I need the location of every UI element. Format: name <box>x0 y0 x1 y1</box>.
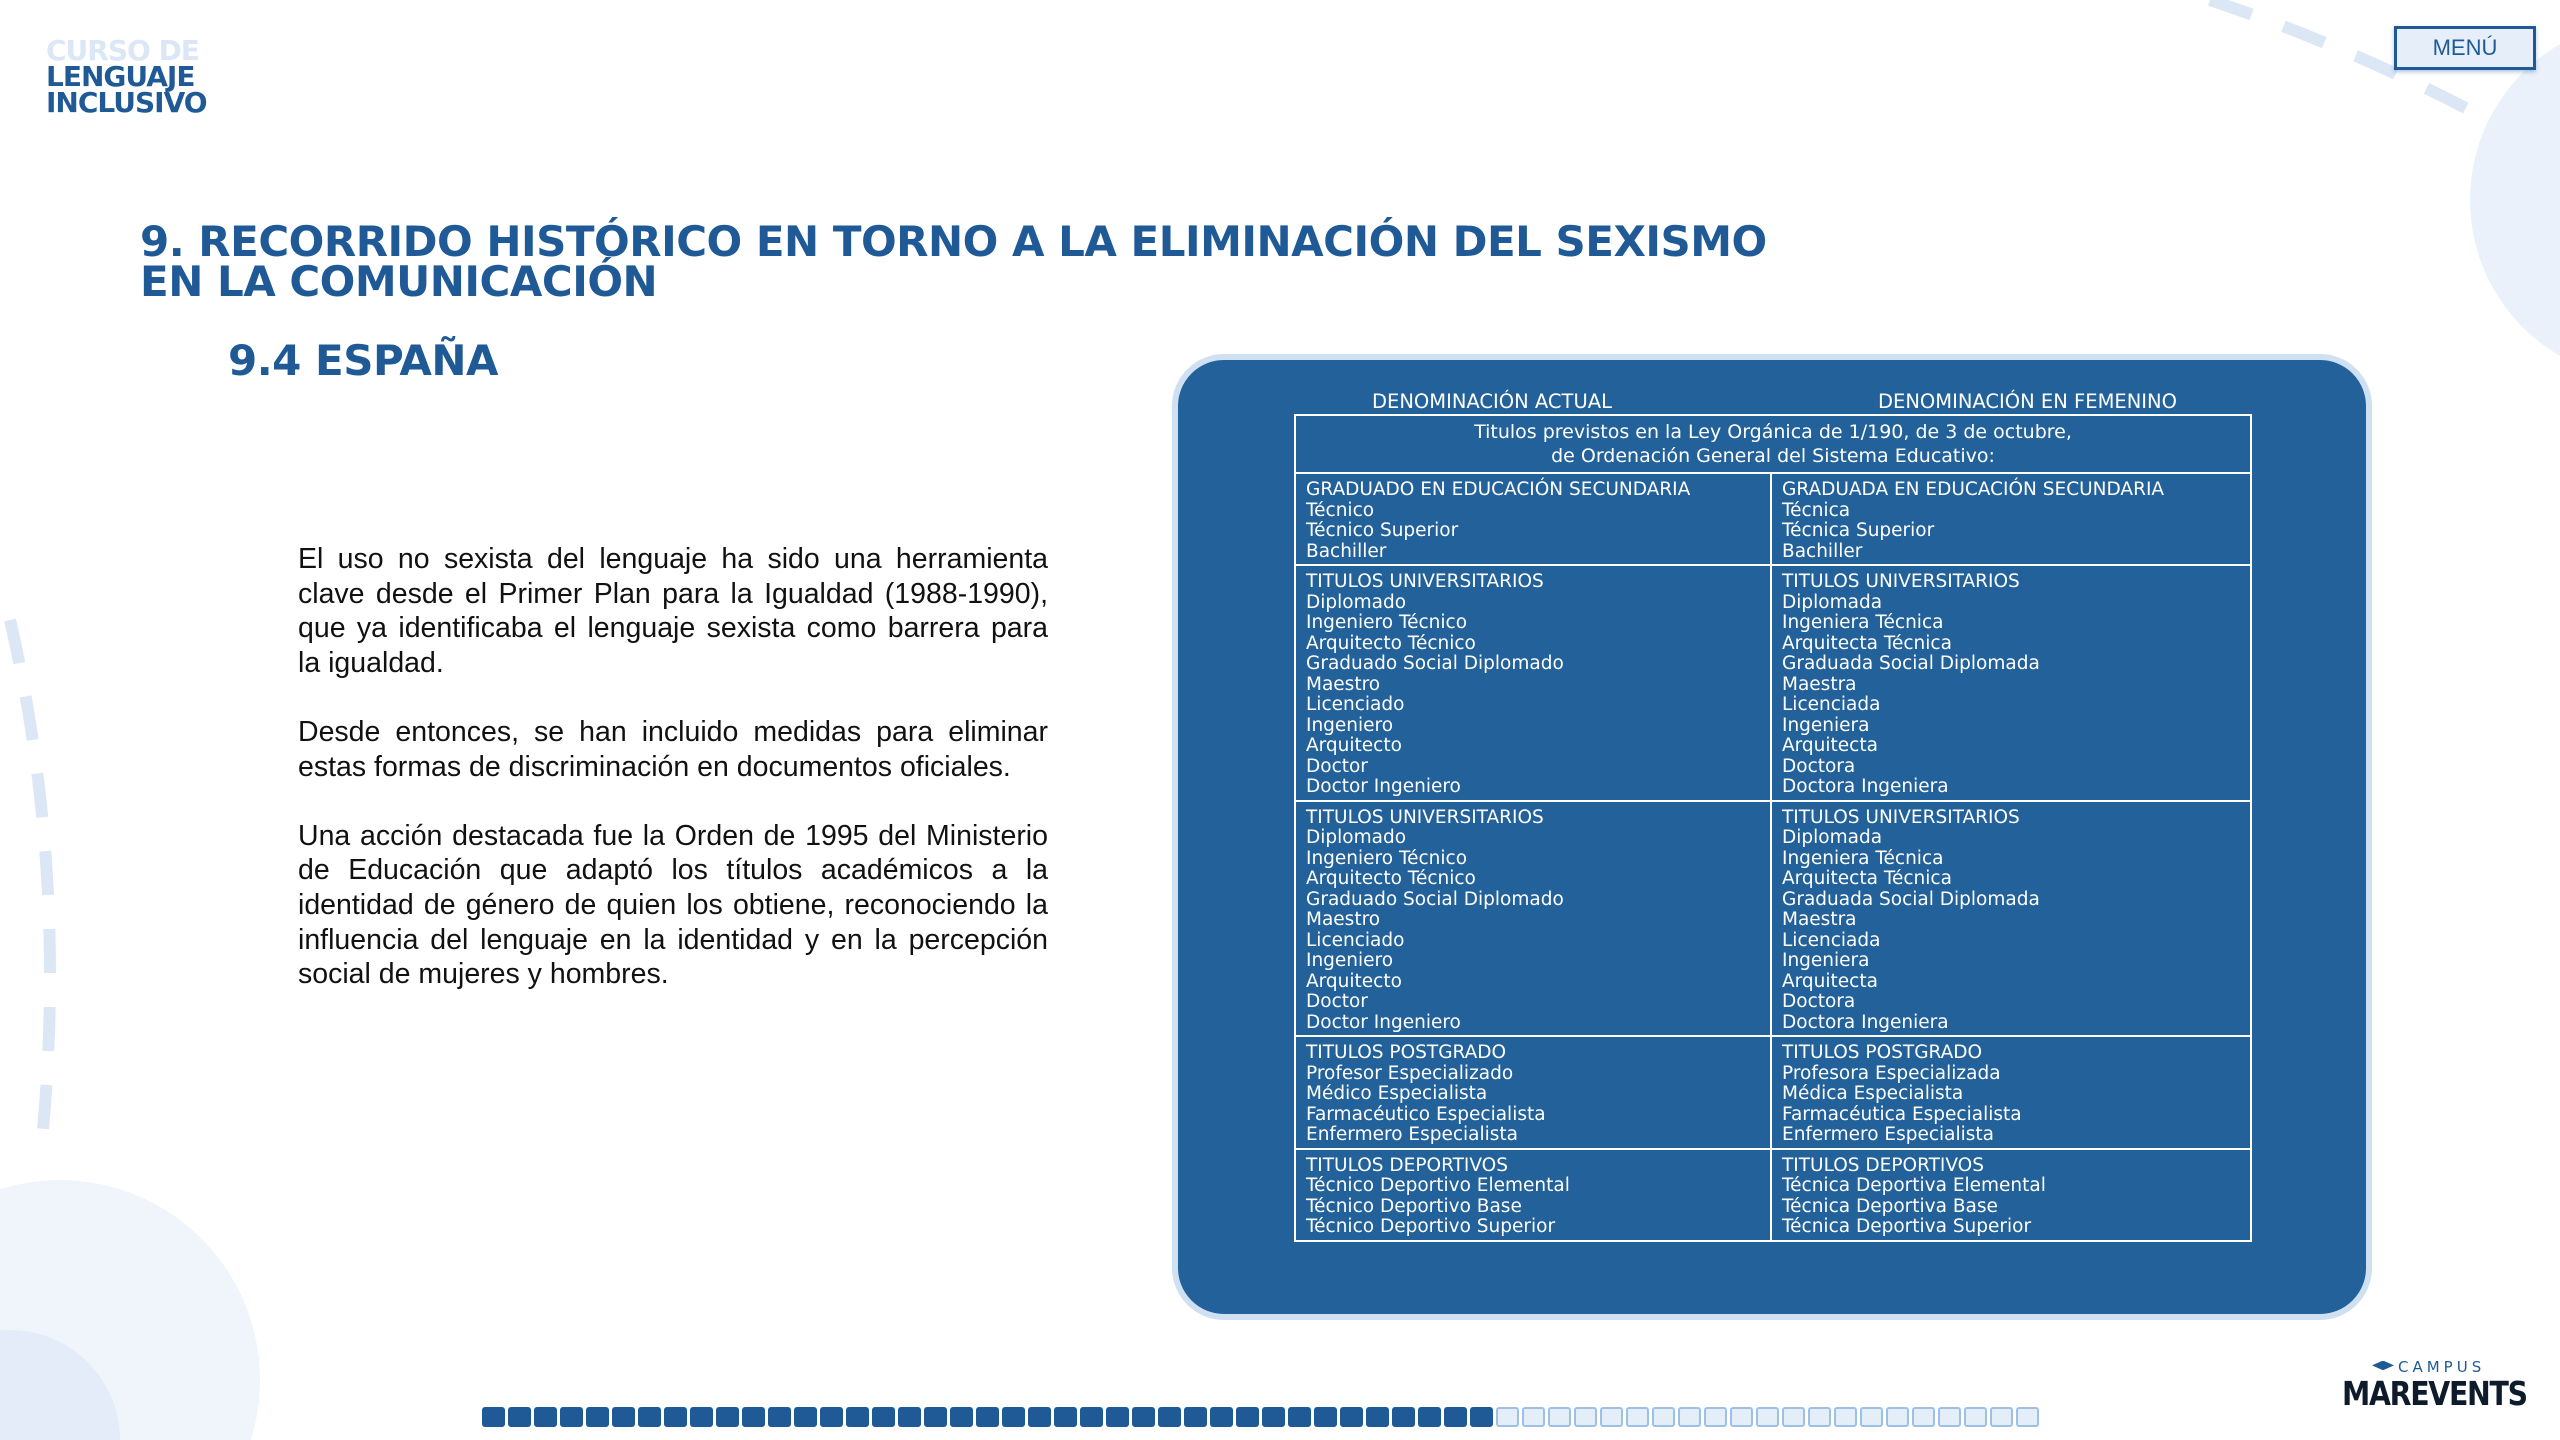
progress-segment[interactable] <box>638 1407 661 1427</box>
course-title <box>46 34 207 119</box>
page-title-line-1: 9. RECORRIDO HISTÓRICO EN TORNO A LA ELIMINACIÓN DEL SEXISMO <box>140 217 1767 266</box>
cell-title-item: Enfermero Especialista <box>1306 1124 1519 1145</box>
cell-current-title <box>1295 801 1771 1037</box>
progress-segment[interactable] <box>612 1407 635 1427</box>
progress-segment[interactable] <box>1106 1407 1129 1427</box>
progress-segment[interactable] <box>1054 1407 1077 1427</box>
body-paragraph: Una acción destacada fue la Orden de 1995 del Ministerio de Educación que adaptó los títulos académicos a la identidad de género de quien los obtiene, reconociendo la influencia del lenguaje en la identidad y en la percepción social de mujeres y hombres. <box>298 819 1048 991</box>
logo-campus-label: CAMPUS <box>2398 1358 2486 1376</box>
progress-segment[interactable] <box>1808 1407 1831 1427</box>
cell-title-item: Ingeniera <box>1782 950 1870 971</box>
cell-heading: GRADUADA EN EDUCACIÓN SECUNDARIA <box>1782 479 2165 500</box>
cell-title-item: Bachiller <box>1782 540 1863 562</box>
progress-segment[interactable] <box>1626 1407 1649 1427</box>
progress-segment[interactable] <box>1080 1407 1103 1427</box>
progress-segment[interactable] <box>1288 1407 1311 1427</box>
cell-heading: TITULOS UNIVERSITARIOS <box>1782 571 2020 592</box>
cell-heading: TITULOS POSTGRADO <box>1782 1042 1983 1063</box>
page-title <box>140 217 2160 306</box>
cell-title-item: Maestro <box>1306 673 1381 695</box>
progress-segment[interactable] <box>1184 1407 1207 1427</box>
table-caption-line-2: de Ordenación General del Sistema Educativo: <box>1551 445 1995 467</box>
cell-title-item: Ingeniera Técnica <box>1782 847 1944 869</box>
progress-segment[interactable] <box>1756 1407 1779 1427</box>
progress-segment[interactable] <box>976 1407 999 1427</box>
cell-title-item: Doctor Ingeniero <box>1306 776 1461 797</box>
cell-title-item: Graduado Social Diplomado <box>1306 888 1564 910</box>
progress-segment[interactable] <box>1990 1407 2013 1427</box>
progress-segment[interactable] <box>846 1407 869 1427</box>
cell-title-item: Graduada Social Diplomada <box>1782 653 2040 674</box>
section-subtitle: 9.4 ESPAÑA <box>228 336 499 385</box>
progress-segment[interactable] <box>1028 1407 1051 1427</box>
table-row <box>1295 1149 2251 1241</box>
cell-title-item: Ingeniera Técnica <box>1782 612 1944 633</box>
cell-title-item: Arquitecto Técnico <box>1306 632 1476 654</box>
cell-title-item: Doctor <box>1306 991 1368 1012</box>
cell-title-item: Profesor Especializado <box>1306 1062 1514 1084</box>
column-header-feminine: DENOMINACIÓN EN FEMENINO <box>1878 390 2177 413</box>
progress-segment[interactable] <box>1470 1407 1493 1427</box>
progress-segment[interactable] <box>1496 1407 1519 1427</box>
cell-title-item: Técnica <box>1782 499 1851 521</box>
cell-heading: GRADUADO EN EDUCACIÓN SECUNDARIA <box>1306 479 1691 500</box>
progress-segment[interactable] <box>1704 1407 1727 1427</box>
cell-title-item: Técnica Deportiva Superior <box>1782 1216 2032 1237</box>
left-dash-arc <box>10 620 50 1160</box>
cell-title-item: Técnica Deportiva Elemental <box>1782 1175 2046 1196</box>
table-row <box>1295 1036 2251 1149</box>
progress-segment[interactable] <box>1522 1407 1545 1427</box>
table-row <box>1295 565 2251 801</box>
cell-title-item: Arquitecta <box>1782 735 1878 756</box>
cell-title-item: Licenciada <box>1782 929 1881 951</box>
cell-current-title <box>1295 1036 1771 1149</box>
cell-title-item: Graduada Social Diplomada <box>1782 888 2040 910</box>
cell-title-item: Técnico <box>1306 499 1375 521</box>
cell-title-item: Doctora Ingeniera <box>1782 776 1949 797</box>
menu-button[interactable]: MENÚ <box>2394 26 2536 70</box>
cell-title-item: Maestra <box>1782 673 1857 695</box>
cell-current-title <box>1295 473 1771 565</box>
progress-segment[interactable] <box>1860 1407 1883 1427</box>
progress-segment[interactable] <box>534 1407 557 1427</box>
cell-title-item: Maestro <box>1306 909 1381 930</box>
table-caption <box>1295 415 2251 473</box>
cell-title-item: Técnica Deportiva Base <box>1782 1195 1998 1217</box>
cell-title-item: Doctora <box>1782 755 1856 777</box>
cell-feminine-title <box>1771 1149 2251 1241</box>
progress-segment[interactable] <box>1210 1407 1233 1427</box>
cell-heading: TITULOS UNIVERSITARIOS <box>1306 571 1544 592</box>
cell-title-item: Farmacéutica Especialista <box>1782 1103 2022 1125</box>
progress-segment[interactable] <box>872 1407 895 1427</box>
cell-heading: TITULOS DEPORTIVOS <box>1306 1154 1508 1176</box>
cell-title-item: Arquitecta Técnica <box>1782 868 1952 889</box>
progress-segment[interactable] <box>1912 1407 1935 1427</box>
progress-segment[interactable] <box>1262 1407 1285 1427</box>
progress-segment[interactable] <box>1002 1407 1025 1427</box>
progress-segment[interactable] <box>2016 1407 2039 1427</box>
progress-segment[interactable] <box>742 1407 765 1427</box>
cell-feminine-title <box>1771 801 2251 1037</box>
cell-heading: TITULOS POSTGRADO <box>1306 1042 1507 1063</box>
cell-heading: TITULOS UNIVERSITARIOS <box>1782 806 2020 828</box>
cell-title-item: Profesora Especializada <box>1782 1062 2001 1084</box>
progress-segment[interactable] <box>1444 1407 1467 1427</box>
cell-title-item: Médica Especialista <box>1782 1083 1964 1104</box>
column-header-current: DENOMINACIÓN ACTUAL <box>1372 390 1612 413</box>
cell-title-item: Diplomada <box>1782 827 1883 848</box>
cell-title-item: Maestra <box>1782 909 1857 930</box>
progress-segment[interactable] <box>924 1407 947 1427</box>
course-title-line-3: INCLUSIVO <box>46 86 207 119</box>
cell-heading: TITULOS UNIVERSITARIOS <box>1306 806 1544 828</box>
cell-title-item: Técnica Superior <box>1782 520 1935 541</box>
cell-title-item: Farmacéutico Especialista <box>1306 1103 1546 1125</box>
course-title-line-1: CURSO DE <box>46 34 199 67</box>
titles-table <box>1294 414 2252 1242</box>
progress-segment[interactable] <box>1886 1407 1909 1427</box>
cell-title-item: Diplomado <box>1306 827 1407 848</box>
progress-segment[interactable] <box>716 1407 739 1427</box>
cell-title-item: Ingeniero Técnico <box>1306 612 1468 633</box>
cell-title-item: Enfermero Especialista <box>1782 1124 1995 1145</box>
progress-segment[interactable] <box>1418 1407 1441 1427</box>
progress-segment[interactable] <box>690 1407 713 1427</box>
cell-title-item: Técnico Deportivo Superior <box>1306 1216 1556 1237</box>
progress-segment[interactable] <box>560 1407 583 1427</box>
cell-title-item: Licenciado <box>1306 929 1405 951</box>
logo: MAREVENTS <box>2342 1374 2527 1413</box>
cell-title-item: Técnico Superior <box>1306 520 1459 541</box>
table-caption-row <box>1295 415 2251 473</box>
cell-feminine-title <box>1771 1036 2251 1149</box>
progress-segment[interactable] <box>664 1407 687 1427</box>
cell-title-item: Licenciada <box>1782 694 1881 715</box>
cell-title-item: Ingeniera <box>1782 714 1870 736</box>
cell-title-item: Doctor <box>1306 755 1368 777</box>
progress-segment[interactable] <box>1678 1407 1701 1427</box>
cell-title-item: Doctora Ingeniera <box>1782 1011 1949 1033</box>
cell-current-title <box>1295 1149 1771 1241</box>
cell-current-title <box>1295 565 1771 801</box>
table-caption-line-1: Titulos previstos en la Ley Orgánica de 1/190, de 3 de octubre, <box>1474 421 2072 443</box>
cell-heading: TITULOS DEPORTIVOS <box>1782 1154 1984 1176</box>
table-row <box>1295 801 2251 1037</box>
progress-segment[interactable] <box>898 1407 921 1427</box>
progress-segment[interactable] <box>1158 1407 1181 1427</box>
progress-segment[interactable] <box>586 1407 609 1427</box>
cell-title-item: Licenciado <box>1306 694 1405 715</box>
graduation-cap-icon <box>2372 1361 2394 1375</box>
progress-segment[interactable] <box>1366 1407 1389 1427</box>
cell-title-item: Técnico Deportivo Elemental <box>1306 1175 1570 1196</box>
progress-segment[interactable] <box>508 1407 531 1427</box>
cell-title-item: Ingeniero <box>1306 950 1394 971</box>
cell-title-item: Arquitecta Técnica <box>1782 632 1952 654</box>
cell-title-item: Arquitecto <box>1306 735 1402 756</box>
progress-segment[interactable] <box>1392 1407 1415 1427</box>
cell-feminine-title <box>1771 473 2251 565</box>
cell-feminine-title <box>1771 565 2251 801</box>
progress-segment[interactable] <box>1730 1407 1753 1427</box>
body-paragraph: Desde entonces, se han incluido medidas para eliminar estas formas de discriminación en documentos oficiales. <box>298 715 1048 783</box>
progress-segment[interactable] <box>1652 1407 1675 1427</box>
progress-segment[interactable] <box>1340 1407 1363 1427</box>
progress-segment[interactable] <box>1574 1407 1597 1427</box>
progress-segment[interactable] <box>820 1407 843 1427</box>
titles-panel <box>1172 354 2372 1320</box>
body-paragraph: El uso no sexista del lenguaje ha sido una herramienta clave desde el Primer Plan para la Igualdad (1988-1990), que ya identificaba el lenguaje sexista como barrera para la igualdad. <box>298 543 1048 679</box>
progress-segment[interactable] <box>1132 1407 1155 1427</box>
progress-segment[interactable] <box>482 1407 505 1427</box>
cell-title-item: Diplomado <box>1306 591 1407 613</box>
cell-title-item: Arquitecto <box>1306 970 1402 992</box>
page-title-line-2: EN LA COMUNICACIÓN <box>140 257 658 306</box>
progress-segment[interactable] <box>768 1407 791 1427</box>
progress-segment[interactable] <box>1600 1407 1623 1427</box>
body-text <box>298 542 1048 1026</box>
progress-segment[interactable] <box>1782 1407 1805 1427</box>
progress-segment[interactable] <box>1938 1407 1961 1427</box>
progress-segment[interactable] <box>1548 1407 1571 1427</box>
slide-progress-bar <box>482 1407 2039 1429</box>
cell-title-item: Arquitecto Técnico <box>1306 868 1476 889</box>
cell-title-item: Técnico Deportivo Base <box>1306 1195 1522 1217</box>
progress-segment[interactable] <box>1964 1407 1987 1427</box>
cell-title-item: Diplomada <box>1782 591 1883 613</box>
table-row <box>1295 473 2251 565</box>
progress-segment[interactable] <box>1314 1407 1337 1427</box>
course-title-line-2: LENGUAJE <box>46 60 195 93</box>
progress-segment[interactable] <box>1834 1407 1857 1427</box>
cell-title-item: Doctora <box>1782 991 1856 1012</box>
cell-title-item: Graduado Social Diplomado <box>1306 653 1564 674</box>
top-right-circle <box>2470 20 2560 380</box>
progress-segment[interactable] <box>950 1407 973 1427</box>
cell-title-item: Ingeniero <box>1306 714 1394 736</box>
cell-title-item: Ingeniero Técnico <box>1306 847 1468 869</box>
cell-title-item: Arquitecta <box>1782 970 1878 992</box>
cell-title-item: Bachiller <box>1306 540 1387 562</box>
progress-segment[interactable] <box>1236 1407 1259 1427</box>
progress-segment[interactable] <box>794 1407 817 1427</box>
cell-title-item: Doctor Ingeniero <box>1306 1011 1461 1033</box>
cell-title-item: Médico Especialista <box>1306 1083 1488 1104</box>
